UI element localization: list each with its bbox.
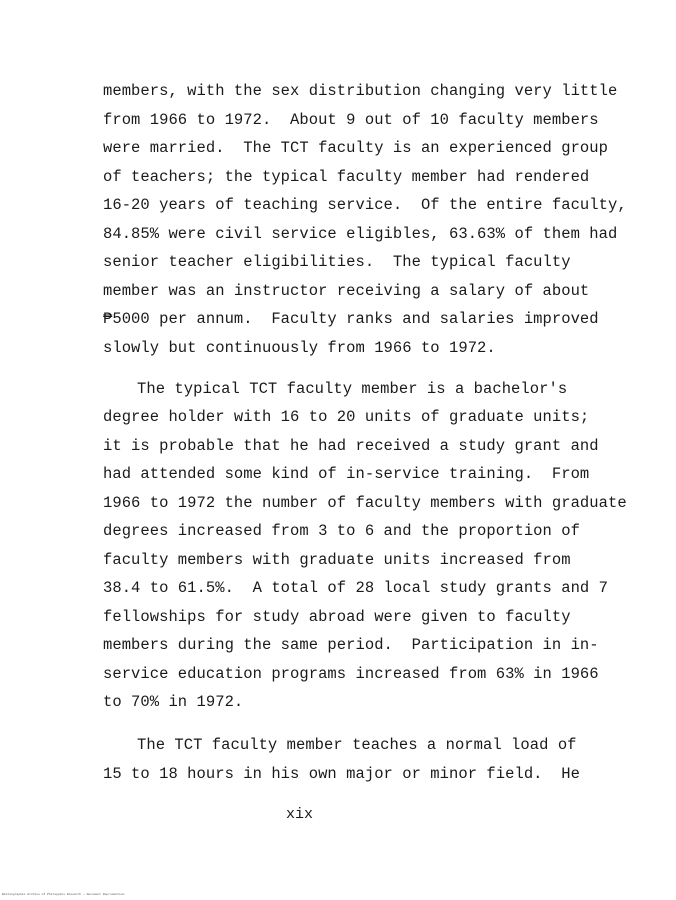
text-line: to 70% in 1972. — [103, 693, 244, 711]
text-line: The TCT faculty member teaches a normal load of — [137, 736, 577, 754]
text-line: had attended some kind of in-service training. From — [103, 465, 590, 483]
text-line: it is probable that he had received a study grant and — [103, 437, 599, 455]
text-line: of teachers; the typical faculty member had rendered — [103, 168, 590, 186]
text-line: members, with the sex distribution changing very little — [103, 82, 618, 100]
text-line: from 1966 to 1972. About 9 out of 10 faculty members — [103, 111, 599, 129]
text-line: 16-20 years of teaching service. Of the entire faculty, — [103, 196, 627, 214]
text-line: degrees increased from 3 to 6 and the proportion of — [103, 522, 580, 540]
text-line: 1966 to 1972 the number of faculty members with graduate — [103, 494, 627, 512]
text-line: slowly but continuously from 1966 to 1972. — [103, 339, 496, 357]
text-line: senior teacher eligibilities. The typical faculty — [103, 253, 571, 271]
text-line: were married. The TCT faculty is an experienced group — [103, 139, 608, 157]
text-line: 38.4 to 61.5%. A total of 28 local study grants and 7 — [103, 579, 608, 597]
text-line: 15 to 18 hours in his own major or minor field. He — [103, 765, 580, 783]
text-line: degree holder with 16 to 20 units of graduate units; — [103, 408, 590, 426]
text-line: fellowships for study abroad were given to faculty — [103, 608, 571, 626]
text-line: 84.85% were civil service eligibles, 63.63% of them had — [103, 225, 618, 243]
text-line: members during the same period. Participation in in- — [103, 636, 599, 654]
scan-footer-mark: Bibliographic Archive of Philippine Research — Document Reproduction — [2, 893, 125, 896]
text-line: member was an instructor receiving a salary of about — [103, 282, 590, 300]
text-line: faculty members with graduate units increased from — [103, 551, 571, 569]
page-number: xix — [286, 806, 314, 823]
text-line: service education programs increased from 63% in 1966 — [103, 665, 599, 683]
text-line: ₱5000 per annum. Faculty ranks and salaries improved — [103, 310, 599, 328]
text-line: The typical TCT faculty member is a bachelor's — [137, 380, 568, 398]
